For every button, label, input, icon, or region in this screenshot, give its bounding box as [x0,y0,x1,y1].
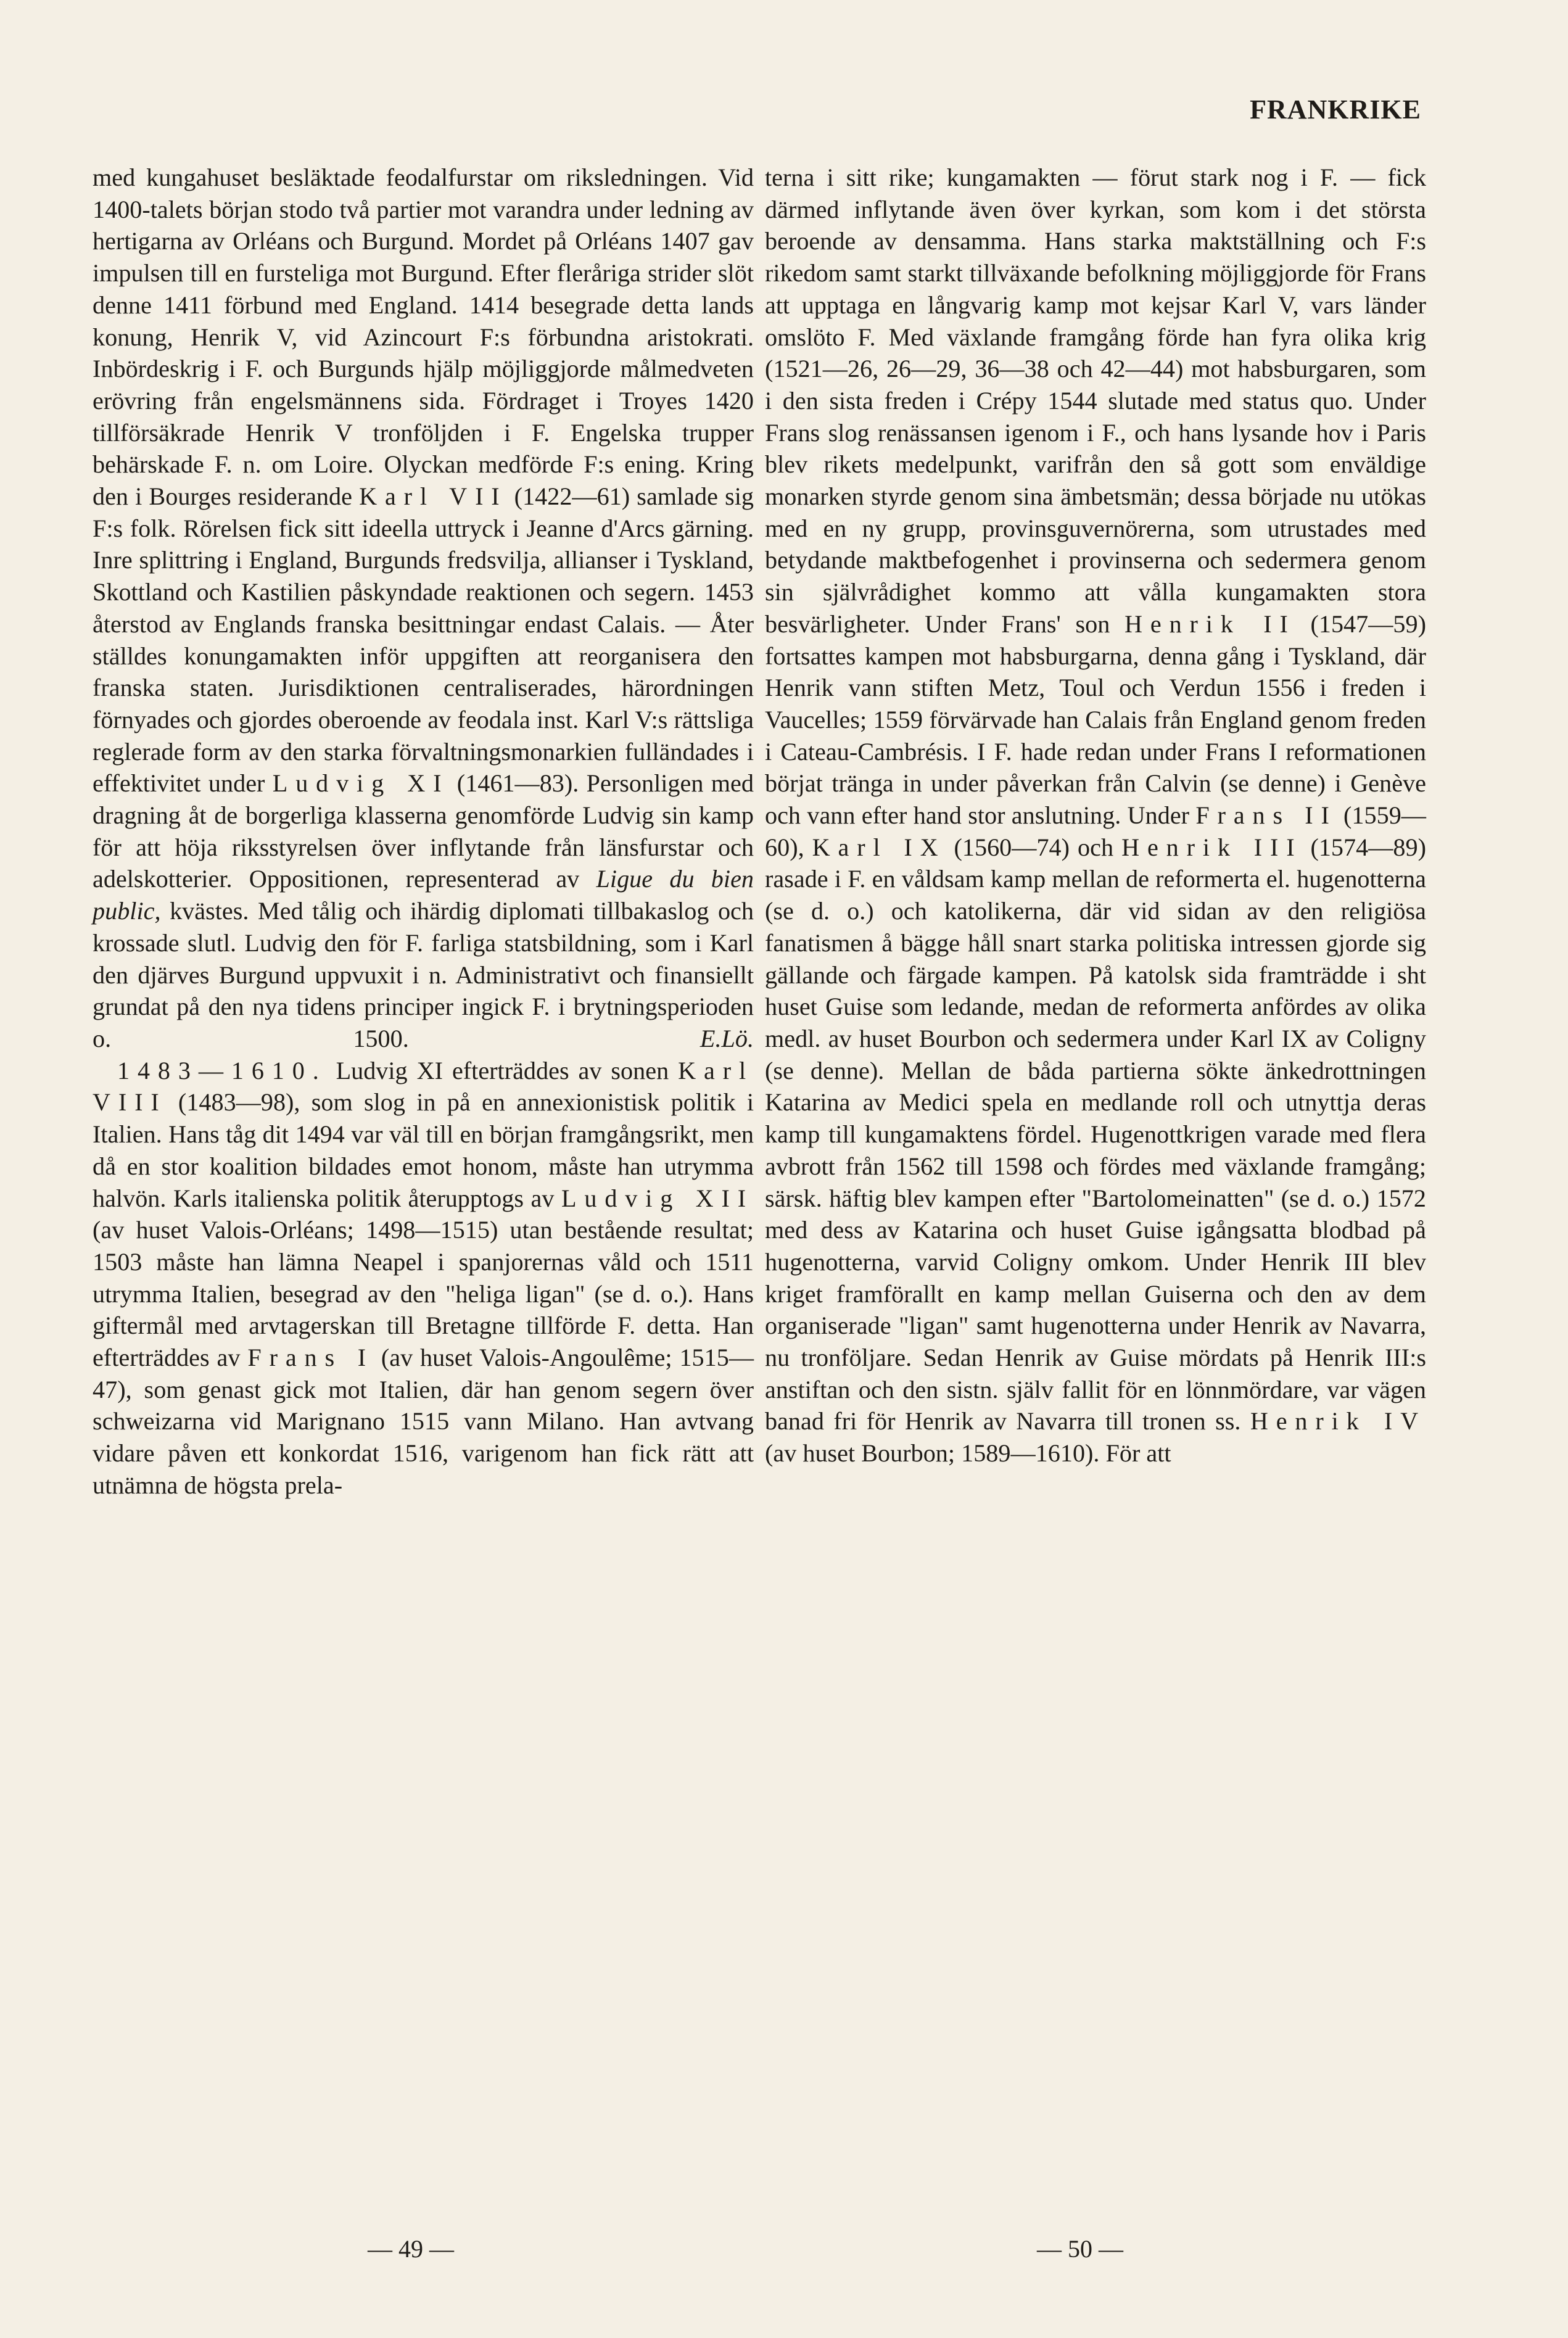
text-run: (av huset Valois-Angoulême; 1515—47), som genast gick mot Italien, där han genom segern över schweizarna vid Marignano 1515 vann Milano. Han avtvang vidare påven ett konkordat 1516, varigenom han fick rätt att utnämna de högsta prela- [93,1344,754,1499]
spaced-name: Frans I [247,1344,374,1372]
text-run: Ludvig XI efterträddes av sonen [326,1056,679,1084]
text-run: (av huset Valois-Orléans; 1498—1515) utan bestående resultat; 1503 måste han lämna Neapel i spanjorernas våld och 1511 utrymma Italien, besegrad av den "heliga ligan" (se d. o.). Hans giftermål med arvtagerskan till Bretagne tillförde F. detta. Han efterträddes av [93,1216,754,1372]
spaced-name: Frans II [1195,801,1337,830]
spaced-name: Ludvig XII [561,1184,754,1212]
text-run: (1560—74) och [946,833,1122,861]
page-number-left: — 49 — [368,2235,454,2263]
text-run: (1461—83). Personligen med dragning åt de borgerliga klasserna genomförde Ludvig sin kamp för att höja riksstyrelsen över inflytande från länsfurstar och adelskotterier. Oppositionen, representerad av [93,769,754,893]
spaced-name: Henrik III [1121,833,1303,861]
text-run: (1574—89) rasade i F. en våldsam kamp mellan de reformerta el. hugenotterna (se d. o.) och katolikerna, där vid sidan av den religiösa fanatismen å bägge håll snart starka politiska intressen gjorde sig gällande och färgade kampen. På katolsk sida framträdde i sht huset Guise som ledande, medan de reformerta anfördes av olika medl. av huset Bourbon och sedermera under Karl IX av Coligny (se denne). Mellan de båda partierna sökte änkedrottningen Katarina av Medici spela en medlande roll och utnyttja deras kamp till kungamaktens fördel. Hugenottkrigen varade med flera avbrott från 1562 till 1598 och fördes med växlande framgång; särsk. häftig blev kampen efter "Bartolomeinatten" (se d. o.) 1572 med dess av Katarina och huset Guise igångsatta blodbad på hugenotterna, varvid Coligny omkom. Under Henrik III blev kriget framförallt en kamp mellan Guiserna och den av dem organiserade "ligan" samt hugenotterna under Henrik av Navarra, nu tronföljare. Sedan Henrik av Guise mördats på Henrik III:s anstiftan och den sistn. själv fallit för en lönnmördare, var vägen banad fri för Henrik av Navarra till tronen ss. [765,833,1426,1435]
spaced-name: Henrik II [1124,609,1296,638]
running-header: FRANKRIKE [1250,94,1421,125]
spaced-name: Karl VII [359,482,508,511]
text-run: med kungahuset besläktade feodalfurstar om riksledningen. Vid 1400-talets början stodo två partier mot varandra under ledning av hertigarna av Orléans och Burgund. Mordet på Orléans 1407 gav impulsen till en fursteliga mot Burgund. Efter fleråriga strider slöt denne 1411 förbund med England. 1414 besegrade detta lands konung, Henrik V, vid Azincourt F:s förbundna aristokrati. Inbördeskrig i F. och Burgunds hjälp möjliggjorde målmedveten erövring från engelsmännens sida. Fördraget i Troyes 1420 tillförsäkrade Henrik V tronföljden i F. Engelska trupper behärskade F. n. om Loire. Olyckan medförde F:s ening. Kring den i Bourges residerande [93,163,754,511]
page-number-right: — 50 — [1037,2235,1123,2263]
text-run: (1559—60), [765,801,1426,861]
text-run: (1547—59) fortsattes kampen mot habsburgarna, denna gång i Tyskland, där Henrik vann stiften Metz, Toul och Verdun 1556 i freden i Vaucelles; 1559 förvärvade han Calais från England genom freden i Cateau-Cambrésis. I F. hade redan under Frans I reformationen börjat tränga in under påverkan från Calvin (se denne) i Genève och vann efter hand stor anslutning. Under [765,609,1427,830]
text-run: terna i sitt rike; kungamakten — förut stark nog i F. — fick därmed inflytande även över kyrkan, som kom i det största beroende av densamma. Hans starka maktställning och F:s rikedom samt starkt tillväxande befolkning möjliggjorde för Frans att upptaga en långvarig kamp mot kejsar Karl V, vars länder omslöto F. Med växlande framgång förde han fyra olika krig (1521—26, 26—29, 36—38 och 42—44) mot habsburgaren, som i den sista freden i Crépy 1544 slutade med status quo. Under Frans slog renässansen igenom i F., och hans lysande hov i Paris blev rikets medelpunkt, varifrån den så gott som enväldige monarken styrde genom sina ämbetsmän; dessa började nu utökas med en ny grupp, provinsguvernörerna, som utrustades med betydande maktbefogenhet i provinserna och sedermera genom sin självrådighet kommo att vålla kungamakten stora besvärligheter. Under Frans' son [765,163,1426,638]
right-column [765,162,1426,1469]
text-run: kvästes. Med tålig och ihärdig diplomati tillbakaslog och krossade slutl. Ludvig den för F. farliga statsbildning, som i Karl den djärves Burgund uppvuxit i n. Administrativt och finansiellt grundat på den nya tidens principer ingick F. i brytningsperioden o. 1500. [93,897,754,1052]
italic-term: Ligue du bien public, [93,865,754,925]
author-signature: E.Lö. [699,1024,754,1052]
left-column [93,162,754,1502]
spaced-name: Ludvig XI [272,769,450,798]
text-run: (1483—98), som slog in på en annexionistisk politik i Italien. Hans tåg dit 1494 var väl till en början framgångsrikt, men då en stor koalition bildades emot honom, måste han utrymma halvön. Karls italienska politik återupptogs av [93,1088,754,1212]
spaced-name: 1483—1610. [117,1056,327,1084]
spaced-name: Karl IX [812,833,946,861]
left-paragraph-1 [93,162,754,1055]
text-run: (av huset Bourbon; 1589—1610). För att [765,1439,1171,1468]
left-paragraph-2 [93,1055,754,1502]
spaced-name: Karl VIII [93,1056,754,1117]
spaced-name: Henrik IV [1250,1407,1426,1435]
right-paragraph-1 [765,162,1426,1469]
text-run: (1422—61) samlade sig F:s folk. Rörelsen fick sitt ideella uttryck i Jeanne d'Arcs gärning. Inre splittring i England, Burgunds fredsvilja, allianser i Tyskland, Skottland och Kastilien påskyndade reaktionen och segern. 1453 återstod av Englands franska besittningar endast Calais. — Åter ställdes konungamakten inför uppgiften att reorganisera den franska staten. Jurisdiktionen centraliserades, härordningen förnyades och gjordes oberoende av feodala inst. Karl V:s rättsliga reglerade form av den starka förvaltningsmonarkien fulländades i effektivitet under [93,482,754,798]
